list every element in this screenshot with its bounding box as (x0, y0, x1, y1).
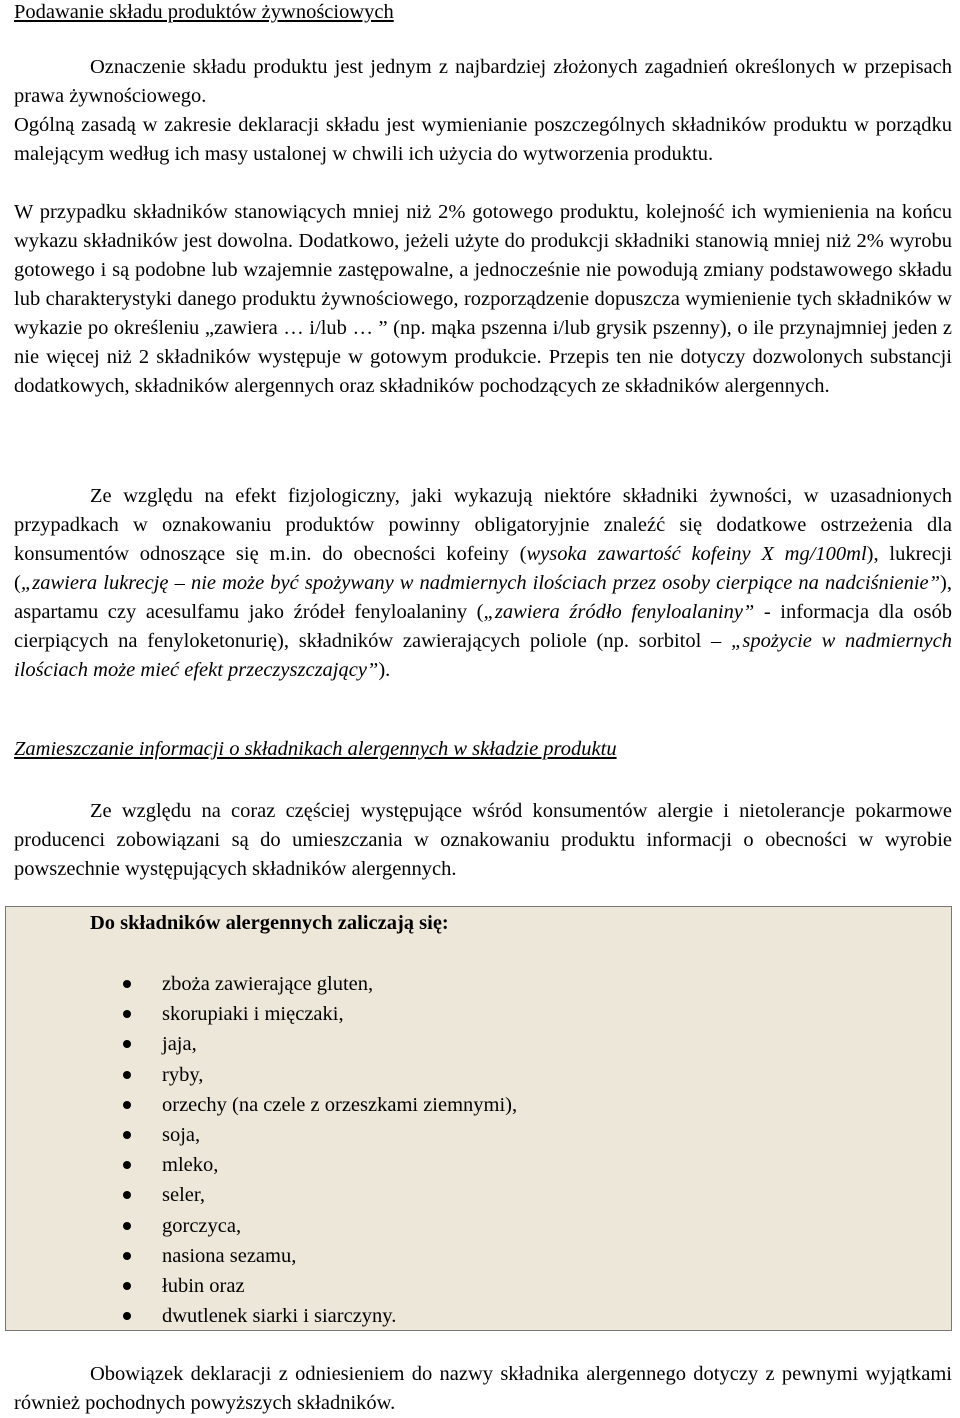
bullet-icon (123, 1191, 131, 1199)
list-item (123, 1271, 517, 1301)
warnings-licorice-italic: „zawiera lukrecję – nie może być spożywany w nadmiernych ilościach przez osoby cierpiące na nadciśnienie” (20, 572, 941, 594)
list-item (123, 1120, 517, 1150)
allergen-list (123, 969, 517, 1331)
warnings-text-1: Ze względu na efekt fizjologiczny, jaki wykazują niektóre składniki żywności, w uzasadnionych przypadkach w oznakowaniu produktów powinny obligatoryjnie znaleźć się dodatkowe ostrzeżenia dla konsumentów odnoszące się m.in. do obecności kofeiny ( (14, 485, 952, 565)
list-item (123, 1029, 517, 1059)
list-item (123, 1180, 517, 1210)
bullet-icon (123, 1010, 131, 1018)
paragraph-intro: Oznaczenie składu produktu jest jednym z najbardziej złożonych zagadnień określonych w przepisach prawa żywnościowego. (14, 56, 952, 107)
list-item-text: gorczyca, (162, 1214, 242, 1237)
list-item-text: skorupiaki i mięczaki, (162, 1003, 344, 1026)
bullet-icon (123, 1040, 131, 1048)
allergen-section-heading: Zamieszczanie informacji o składnikach alergennych w składzie produktu (14, 738, 617, 760)
warnings-phenylalanine-italic: „zawiera źródło fenyloalaniny” (483, 601, 755, 623)
list-item-text: soja, (162, 1123, 201, 1146)
paragraph-derivatives: Obowiązek deklaracji z odniesieniem do nazwy składnika alergennego dotyczy z pewnymi wyjątkami również pochodnych powyższych składników. (14, 1363, 952, 1414)
bullet-icon (123, 1071, 131, 1079)
bullet-icon (123, 1131, 131, 1139)
warnings-text-4: - informacja dla osób cierpiących na fenyloketonurię), składników zawierających poliole (np. sorbitol – (14, 601, 952, 652)
allergen-box-title: Do składników alergennych zaliczają się: (90, 912, 449, 934)
list-item-text: orzechy (na czele z orzeszkami ziemnymi), (162, 1093, 518, 1116)
warnings-caffeine-italic: wysoka zawartość kofeiny X mg/100ml (526, 543, 867, 565)
section-heading: Podawanie składu produktów żywnościowych (14, 1, 394, 23)
list-item-text: mleko, (162, 1154, 219, 1177)
list-item (123, 1241, 517, 1271)
list-item (123, 1301, 517, 1331)
list-item (123, 969, 517, 999)
warnings-text-5: ). (378, 659, 391, 681)
list-item (123, 1150, 517, 1180)
warnings-text-2: ), lukrecji ( (14, 543, 952, 594)
bullet-icon (123, 980, 131, 988)
bullet-icon (123, 1282, 131, 1290)
bullet-icon (123, 1252, 131, 1260)
bullet-icon (123, 1161, 131, 1169)
list-item (123, 999, 517, 1029)
paragraph-general-rule: Ogólną zasadą w zakresie deklaracji składu jest wymienianie poszczególnych składników produktu w porządku malejącym według ich masy ustalonej w chwili ich użycia do wytworzenia produktu. (14, 114, 952, 165)
list-item-text: łubin oraz (162, 1274, 245, 1297)
paragraph-allergens-intro: Ze względu na coraz częściej występujące wśród konsumentów alergie i nietolerancje pokarmowe producenci zobowiązani są do umieszczania w oznakowaniu produktu informacji o obecności w wyrobie powszechnie występujących składników alergennych. (14, 800, 952, 880)
list-item-text: dwutlenek siarki i siarczyny. (162, 1305, 397, 1328)
bullet-icon (123, 1101, 131, 1109)
list-item-text: seler, (162, 1184, 206, 1207)
paragraph-warnings (14, 482, 952, 685)
list-item (123, 1090, 517, 1120)
allergen-box (5, 906, 952, 1331)
bullet-icon (123, 1222, 131, 1230)
list-item-text: jaja, (162, 1033, 197, 1056)
bullet-icon (123, 1312, 131, 1320)
list-item-text: ryby, (162, 1063, 204, 1086)
list-item-text: zboża zawierające gluten, (162, 973, 374, 995)
warnings-polyols-italic: „spożycie w nadmiernych ilościach może mieć efekt przeczyszczający” (14, 630, 952, 681)
list-item-text: nasiona sezamu, (162, 1244, 297, 1267)
paragraph-two-percent-rule: W przypadku składników stanowiących mniej niż 2% gotowego produktu, kolejność ich wymienienia na końcu wykazu składników jest dowolna. Dodatkowo, jeżeli użyte do produkcji składniki stanowią mniej niż 2% wyrobu gotowego i są podobne lub wzajemnie zastępowalne, a jednocześnie nie powodują zmiany podstawowego składu lub charakterystyki danego produktu żywnościowego, rozporządzenie dopuszcza wymienienie tych składników w wykazie po określeniu „zawiera … i/lub … ” (np. mąka pszenna i/lub grysik pszenny), o ile przynajmniej jeden z nie więcej niż 2 składników występuje w gotowym produkcie. Przepis ten nie dotyczy dozwolonych substancji dodatkowych, składników alergennych oraz składników pochodzących ze składników alergennych. (14, 201, 952, 397)
warnings-text-3: ), aspartamu czy acesulfamu jako źródeł fenyloalaniny ( (14, 572, 952, 623)
list-item (123, 1060, 517, 1090)
list-item (123, 1211, 517, 1241)
